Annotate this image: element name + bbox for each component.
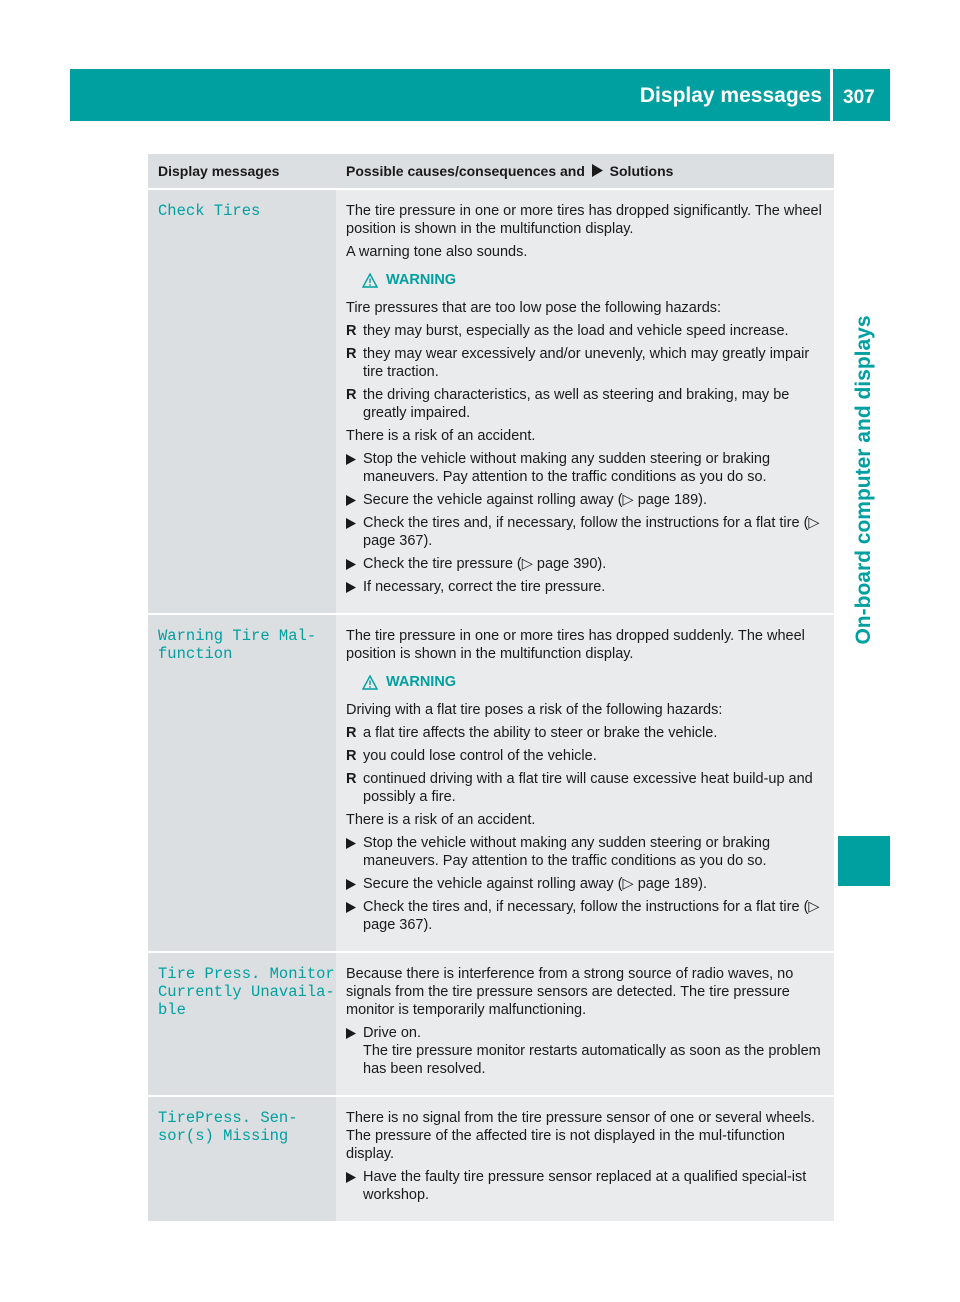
display-message-text: TirePress. Sen‐ sor(s) Missing (158, 1109, 298, 1145)
step-text: Stop the vehicle without making any sudden steering or braking maneuvers. Pay attention to the traffic conditions as you do so. (363, 835, 771, 869)
arrow-right-icon (346, 1028, 356, 1039)
bullet-marker-icon: R (346, 771, 357, 787)
solutions-cell (336, 1096, 834, 1221)
instruction-step (346, 514, 826, 550)
bullet-text: the driving characteristics, as well as steering and braking, may be greatly impaired. (363, 387, 790, 421)
arrow-right-icon (346, 495, 356, 506)
bullet-item (346, 386, 826, 422)
paragraph: Driving with a flat tire poses a risk of the following hazards: (346, 702, 723, 718)
instruction-step (346, 578, 826, 596)
message-cell (148, 614, 336, 952)
step-text: If necessary, correct the tire pressure. (363, 579, 606, 595)
instruction-step (346, 450, 826, 486)
arrow-right-icon (346, 582, 356, 593)
section-side-tab (838, 130, 890, 830)
step-text: Secure the vehicle against rolling away (▷ page 189). (363, 492, 708, 508)
column-header-messages: Display messages (148, 154, 336, 189)
instruction-step (346, 875, 826, 893)
page-header (70, 69, 890, 121)
paragraph: The tire pressure in one or more tires has dropped significantly. The wheel position is shown in the multifunction display. (346, 203, 822, 237)
bullet-item (346, 747, 826, 765)
step-text: Stop the vehicle without making any sudden steering or braking maneuvers. Pay attention to the traffic conditions as you do so. (363, 451, 771, 485)
bullet-text: a flat tire affects the ability to steer or brake the vehicle. (363, 725, 718, 741)
bullet-item (346, 345, 826, 381)
message-cell (148, 189, 336, 614)
instruction-step (346, 1024, 826, 1078)
step-text: Have the faulty tire pressure sensor replaced at a qualified special-ist workshop. (363, 1169, 807, 1203)
paragraph: There is no signal from the tire pressure sensor of one or several wheels. The pressure of the affected tire is not displayed in the mul-tifunction display. (346, 1110, 816, 1162)
step-text: Check the tires and, if necessary, follow the instructions for a flat tire (▷ page 367). (363, 899, 820, 933)
arrow-right-icon (346, 879, 356, 890)
solutions-cell (336, 189, 834, 614)
instruction-step (346, 491, 826, 509)
column-header-solutions-label: Solutions (609, 163, 674, 179)
paragraph: Because there is interference from a strong source of radio waves, no signals from the tire pressure sensors are detected. The tire pressure monitor is temporarily malfunctioning. (346, 966, 794, 1018)
paragraph: There is a risk of an accident. (346, 812, 536, 828)
bullet-item (346, 724, 826, 742)
step-text: Check the tires and, if necessary, follow the instructions for a flat tire (▷ page 367). (363, 515, 820, 549)
display-messages-table (148, 154, 834, 1221)
bullet-item (346, 770, 826, 806)
paragraph: There is a risk of an accident. (346, 428, 536, 444)
bullet-marker-icon: R (346, 323, 357, 339)
arrow-right-icon (346, 454, 356, 465)
message-cell (148, 1096, 336, 1221)
instruction-step (346, 1168, 826, 1204)
arrow-right-icon (346, 838, 356, 849)
solutions-cell (336, 614, 834, 952)
table-row (148, 952, 834, 1096)
arrow-right-icon (346, 902, 356, 913)
paragraph: A warning tone also sounds. (346, 244, 528, 260)
bullet-item (346, 322, 826, 340)
display-message-text: Tire Press. Monitor Currently Unavaila‐ ble (158, 965, 335, 1019)
page-number: 307 (843, 87, 875, 108)
bullet-text: they may burst, especially as the load and vehicle speed increase. (363, 323, 789, 339)
arrow-right-icon (346, 559, 356, 570)
bullet-text: you could lose control of the vehicle. (363, 748, 597, 764)
bullet-marker-icon: R (346, 748, 357, 764)
header-divider (830, 69, 833, 121)
bullet-text: continued driving with a flat tire will cause excessive heat build-up and possibly a fire. (363, 771, 813, 805)
bullet-marker-icon: R (346, 387, 357, 403)
bullet-marker-icon: R (346, 346, 357, 362)
step-text: Check the tire pressure (▷ page 390). (363, 556, 607, 572)
paragraph: Tire pressures that are too low pose the following hazards: (346, 300, 722, 316)
warning-triangle-icon (362, 675, 378, 690)
table-row (148, 1096, 834, 1221)
instruction-step (346, 898, 826, 934)
warning-heading (362, 271, 826, 289)
arrow-right-icon (346, 1172, 356, 1183)
section-marker (838, 836, 890, 886)
solutions-cell (336, 952, 834, 1096)
display-message-text: Check Tires (158, 202, 261, 220)
step-text: Drive on. The tire pressure monitor restarts automatically as soon as the problem has been resolved. (363, 1025, 821, 1077)
table-row (148, 614, 834, 952)
paragraph: The tire pressure in one or more tires has dropped suddenly. The wheel position is shown in the multifunction display. (346, 628, 805, 662)
column-header-causes: Possible causes/consequences and (346, 163, 585, 179)
message-cell (148, 952, 336, 1096)
bullet-marker-icon: R (346, 725, 357, 741)
arrow-right-icon (592, 164, 603, 177)
bullet-text: they may wear excessively and/or unevenly, which may greatly impair tire traction. (363, 346, 810, 380)
warning-label: WARNING (386, 272, 457, 288)
warning-label: WARNING (386, 674, 457, 690)
table-header-row (148, 154, 834, 189)
table-row (148, 189, 834, 614)
warning-triangle-icon (362, 273, 378, 288)
section-label: On-board computer and displays (852, 315, 875, 645)
warning-heading (362, 673, 826, 691)
step-text: Secure the vehicle against rolling away (▷ page 189). (363, 876, 708, 892)
instruction-step (346, 834, 826, 870)
instruction-step (346, 555, 826, 573)
display-message-text: Warning Tire Mal‐ function (158, 627, 317, 663)
arrow-right-icon (346, 518, 356, 529)
column-header-solutions (336, 154, 834, 189)
page-title: Display messages (639, 84, 822, 107)
